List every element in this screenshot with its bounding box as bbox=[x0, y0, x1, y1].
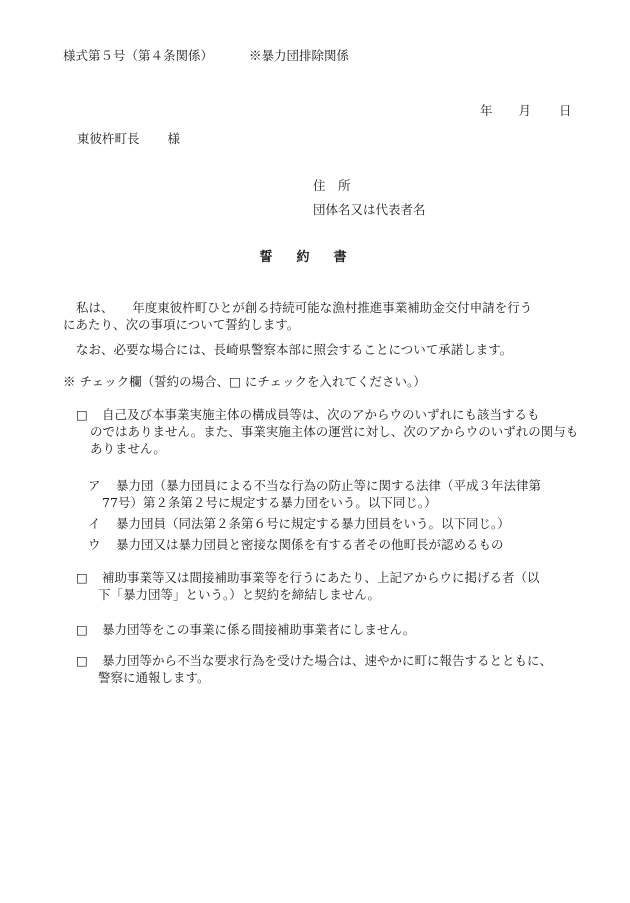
sub-item-a-mark: ア bbox=[88, 478, 101, 493]
representative-name-label: 団体名又は代表者名 bbox=[313, 202, 426, 217]
sub-item-b-mark: イ bbox=[88, 516, 101, 531]
pledge-line-2: にあたり、次の事項について誓約します。 bbox=[63, 316, 300, 332]
form-header bbox=[63, 48, 349, 65]
checkbox-4[interactable]: □ bbox=[76, 653, 88, 668]
sub-item-a bbox=[88, 478, 584, 512]
check-item-2-line1: 補助事業等又は間接補助事業等を行うにあたり、上記アからウに掲げる者（以 bbox=[102, 570, 540, 585]
check-item-2-rest: 下「暴力団等」という。）と契約を締結しません。 bbox=[98, 586, 381, 602]
checkbox-1[interactable]: □ bbox=[76, 407, 88, 422]
check-item-4-rest: 警察に通報します。 bbox=[98, 669, 210, 685]
document-title: 誓約書 bbox=[259, 250, 371, 265]
check-item-1-line1: 自己及び本事業実施主体の構成員等は、次のアからウのいずれにも該当するも bbox=[102, 407, 540, 422]
pledge-paragraph bbox=[63, 300, 583, 334]
date-line bbox=[480, 103, 572, 120]
addressee-honorific: 様 bbox=[167, 131, 181, 146]
check-item-3[interactable] bbox=[76, 622, 584, 639]
date-year-label: 年 bbox=[480, 103, 493, 118]
form-number: 様式第５号（第４条関係） bbox=[63, 48, 214, 63]
addressee bbox=[77, 131, 180, 148]
date-day-label: 日 bbox=[559, 103, 572, 118]
date-month-label: 月 bbox=[518, 103, 532, 118]
check-item-2[interactable] bbox=[76, 570, 584, 604]
check-column-heading: ※ チェック欄（誓約の場合、□ にチェックを入れてください。） bbox=[63, 374, 426, 389]
check-item-1[interactable] bbox=[76, 407, 584, 458]
checkbox-2[interactable]: □ bbox=[76, 570, 88, 585]
sub-item-b bbox=[88, 516, 584, 533]
check-item-1-rest: のではありません。また、事業実施主体の運営に対し、次のアからウのいずれの関与もありません。 bbox=[90, 423, 579, 456]
consent-paragraph: なお、必要な場合には、長崎県警察本部に照会することについて承諾します。 bbox=[76, 342, 513, 357]
check-item-4[interactable] bbox=[76, 653, 584, 687]
category-note: ※暴力団排除関係 bbox=[249, 48, 350, 63]
check-item-4-line1: 暴力団等から不当な要求行為を受けた場合は、速やかに町に報告するとともに、 bbox=[102, 653, 553, 668]
addressee-name: 東彼杵町長 bbox=[77, 131, 140, 146]
sub-item-b-text: 暴力団員（同法第２条第６号に規定する暴力団員をいう。以下同じ。） bbox=[116, 516, 510, 531]
pledge-line-1: 私は、 年度東彼杵町ひとが創る持続可能な漁村推進事業補助金交付申請を行う bbox=[76, 300, 533, 315]
sub-item-a-line1: 暴力団（暴力団員による不当な行為の防止等に関する法律（平成３年法律第 bbox=[116, 478, 542, 493]
sub-item-c-mark: ウ bbox=[88, 537, 101, 552]
sub-item-c bbox=[88, 537, 584, 554]
sub-item-c-text: 暴力団又は暴力団員と密接な関係を有する者その他町長が認めるもの bbox=[116, 537, 504, 552]
check-item-3-text: 暴力団等をこの事業に係る間接補助事業者にしません。 bbox=[102, 622, 416, 637]
sub-item-a-rest: 77号）第２条第２号に規定する暴力団をいう。以下同じ。） bbox=[102, 494, 437, 510]
checkbox-3[interactable]: □ bbox=[76, 622, 88, 637]
address-label: 住 所 bbox=[313, 178, 351, 193]
